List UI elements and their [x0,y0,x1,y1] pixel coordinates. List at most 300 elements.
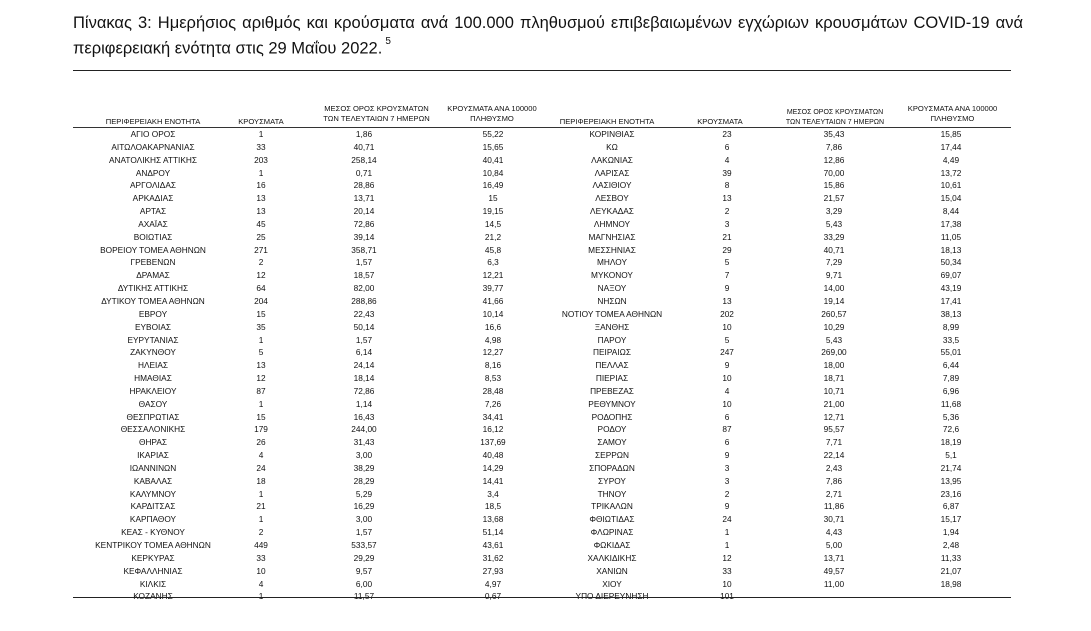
right-per100k-value: 5,1 [945,450,957,461]
left-region-name: ΚΕΝΤΡΙΚΟΥ ΤΟΜΕΑ ΑΘΗΝΩΝ [95,540,211,550]
right-cases-value: 1 [724,527,730,538]
left-region-name: ΚΑΒΑΛΑΣ [133,475,173,486]
right-per100k-value: 2,48 [942,540,960,550]
left-region-name: ΑΡΚΑΔΙΑΣ [132,193,174,204]
table-row [73,128,1011,141]
left-region-name: ΒΟΙΩΤΙΑΣ [133,231,173,242]
left-cases-value: 21 [256,501,266,512]
right-avg7-value: 12,71 [823,411,845,422]
right-avg7-value: 95,57 [823,424,845,435]
left-per100k-value: 4,97 [484,578,502,589]
left-region-name: ΘΑΣΟΥ [138,398,168,409]
header-region-right: ΠΕΡΙΦΕΡΕΙΑΚΗ ΕΝΟΤΗΤΑ [559,117,655,126]
left-region-name: ΚΑΡΠΑΘΟΥ [129,514,177,525]
table-row [73,462,1011,475]
right-cases-value: 7 [724,270,730,281]
left-per100k-value: 10,84 [482,167,504,178]
right-avg7-value: 22,14 [823,450,845,461]
right-region-name: ΝΗΣΩΝ [597,295,627,306]
left-avg7-value: 28,29 [353,475,375,486]
right-cases-value: 13 [722,193,732,204]
right-cases-value: 3 [724,218,730,229]
left-cases-value: 12 [256,270,266,281]
table-row [73,205,1011,218]
right-cases-value: 10 [722,321,732,332]
right-cases-value: 9 [724,283,730,294]
table-row [73,334,1011,347]
header-avg-right-line2: ΤΩΝ ΤΕΛΕΥΤΑΙΩΝ 7 ΗΜΕΡΩΝ [785,118,885,126]
right-cases-value: 10 [722,373,732,384]
table-row [73,565,1011,578]
right-avg7-value: 15,86 [823,180,845,191]
right-avg7-value: 21,00 [823,398,845,409]
left-region-name: ΑΝΑΤΟΛΙΚΗΣ ΑΤΤΙΚΗΣ [108,154,198,165]
right-cases-value: 2 [724,488,730,499]
left-cases-value: 1 [258,129,264,139]
left-per100k-value: 10,14 [482,308,504,319]
table-bottom-rule [73,597,1011,598]
right-region-name: ΛΑΚΩΝΙΑΣ [591,154,633,165]
caption-rule [73,70,1011,71]
right-region-name: ΛΗΜΝΟΥ [593,218,631,229]
right-per100k-value: 7,89 [942,373,960,384]
left-avg7-value: 16,29 [353,501,375,512]
left-cases-value: 1 [258,334,264,345]
left-cases-value: 1 [258,398,264,409]
right-avg7-value: 33,29 [823,231,845,242]
header-avg-left-line1: ΜΕΣΟΣ ΟΡΟΣ ΚΡΟΥΣΜΑΤΩΝ [324,104,429,113]
right-region-name: ΛΑΣΙΘΙΟΥ [592,180,632,191]
right-cases-value: 12 [722,552,732,563]
right-cases-value: 1 [724,540,730,550]
table-row [73,449,1011,462]
left-avg7-value: 72,86 [353,218,375,229]
left-per100k-value: 27,93 [482,565,504,576]
header-region-left: ΠΕΡΙΦΕΡΕΙΑΚΗ ΕΝΟΤΗΤΑ [105,117,201,126]
left-cases-value: 449 [254,540,268,550]
right-avg7-value: 260,57 [821,308,847,319]
left-region-name: ΚΑΡΔΙΤΣΑΣ [130,501,176,512]
left-region-name: ΗΛΕΙΑΣ [137,360,169,371]
left-region-name: ΚΕΑΣ - ΚΥΘΝΟΥ [121,527,185,538]
left-avg7-value: 258,14 [351,154,377,165]
right-cases-value: 33 [722,565,732,576]
left-per100k-value: 14,29 [482,462,504,473]
right-per100k-value: 11,33 [940,552,962,563]
right-avg7-value: 2,43 [825,462,843,473]
right-region-name: ΠΑΡΟΥ [597,334,627,345]
left-cases-value: 33 [256,141,266,152]
left-region-name: ΕΥΡΥΤΑΝΙΑΣ [127,334,179,345]
right-region-name: ΧΑΝΙΩΝ [596,565,628,576]
left-avg7-value: 40,71 [353,141,375,152]
right-per100k-value: 1,94 [942,527,960,538]
right-avg7-value: 3,29 [825,206,843,217]
left-avg7-value: 3,00 [355,450,373,461]
right-per100k-value: 33,5 [942,334,960,345]
right-region-name: ΜΕΣΣΗΝΙΑΣ [588,244,636,255]
right-per100k-value: 17,41 [940,295,962,306]
left-avg7-value: 16,43 [353,411,375,422]
left-cases-value: 2 [258,257,264,268]
right-avg7-value: 30,71 [823,514,845,525]
right-cases-value: 4 [724,385,730,396]
left-per100k-value: 16,6 [484,321,502,332]
table-row [73,488,1011,501]
left-per100k-value: 12,27 [482,347,504,358]
left-avg7-value: 24,14 [353,360,375,371]
left-per100k-value: 19,15 [482,206,504,217]
right-region-name: ΣΕΡΡΩΝ [595,450,629,461]
left-per100k-value: 15,65 [482,141,504,152]
header-avg-right-line1: ΜΕΣΟΣ ΟΡΟΣ ΚΡΟΥΣΜΑΤΩΝ [786,109,884,116]
right-avg7-value: 2,71 [825,488,843,499]
left-cases-value: 45 [256,218,266,229]
left-avg7-value: 1,57 [355,334,373,345]
left-per100k-value: 15 [488,193,498,204]
table-row [73,346,1011,359]
left-avg7-value: 6,14 [355,347,373,358]
right-avg7-value: 7,29 [825,257,843,268]
table-row [73,321,1011,334]
right-per100k-value: 15,04 [940,193,962,204]
left-region-name: ΑΡΤΑΣ [139,206,167,217]
right-cases-value: 9 [724,360,730,371]
left-cases-value: 2 [258,527,264,538]
header-per100k-right-line2: ΠΛΗΘΥΣΜΟ [930,113,975,123]
left-per100k-value: 51,14 [482,527,504,538]
right-region-name: ΜΗΛΟΥ [597,257,627,268]
right-cases-value: 202 [720,308,734,319]
left-avg7-value: 50,14 [353,321,375,332]
left-region-name: ΚΕΦΑΛΛΗΝΙΑΣ [123,565,183,576]
right-avg7-value: 35,43 [823,129,845,139]
table-row [73,385,1011,398]
header-per100k-left-line2: ΠΛΗΘΥΣΜΟ [470,113,514,123]
left-cases-value: 64 [256,283,266,294]
right-region-name: ΚΩ [606,141,618,152]
left-per100k-value: 34,41 [482,411,504,422]
left-avg7-value: 533,57 [351,540,377,550]
right-per100k-value: 38,13 [940,308,962,319]
right-avg7-value: 19,14 [823,295,845,306]
right-per100k-value: 11,05 [940,231,962,242]
table-row [73,411,1011,424]
right-region-name: ΤΗΝΟΥ [597,488,627,499]
right-cases-value: 13 [722,295,732,306]
right-per100k-value: 43,19 [940,283,962,294]
right-cases-value: 10 [722,578,732,589]
right-per100k-value: 11,68 [940,398,962,409]
right-per100k-value: 21,07 [940,565,962,576]
left-per100k-value: 39,77 [482,283,504,294]
left-per100k-value: 137,69 [480,437,506,448]
right-cases-value: 29 [722,244,732,255]
right-avg7-value: 10,71 [823,385,845,396]
left-per100k-value: 16,12 [482,424,504,435]
left-per100k-value: 40,48 [482,450,504,461]
left-region-name: ΙΩΑΝΝΙΝΩΝ [129,462,177,473]
left-region-name: ΖΑΚΥΝΘΟΥ [130,347,176,358]
left-per100k-value: 7,26 [484,398,502,409]
left-avg7-value: 1,57 [355,257,373,268]
right-region-name: ΠΡΕΒΕΖΑΣ [590,385,634,396]
left-region-name: ΚΙΛΚΙΣ [139,578,167,589]
header-cases-right: ΚΡΟΥΣΜΑΤΑ [697,117,743,126]
right-avg7-value: 5,00 [825,540,843,550]
table-row [73,475,1011,488]
right-per100k-value: 6,87 [942,501,960,512]
left-cases-value: 26 [256,437,266,448]
left-region-name: ΓΡΕΒΕΝΩΝ [130,257,176,268]
right-per100k-value: 13,95 [940,475,962,486]
left-avg7-value: 1,14 [355,398,373,409]
left-avg7-value: 5,29 [355,488,373,499]
left-avg7-value: 29,29 [353,552,375,563]
right-region-name: ΡΟΔΟΥ [597,424,627,435]
left-region-name: ΑΧΑΪΑΣ [138,218,168,229]
left-cases-value: 204 [254,295,268,306]
table-row [73,308,1011,321]
left-region-name: ΑΓΙΟ ΟΡΟΣ [130,129,176,139]
left-per100k-value: 12,21 [482,270,504,281]
left-avg7-value: 1,86 [355,129,373,139]
left-region-name: ΙΚΑΡΙΑΣ [137,450,169,461]
right-cases-value: 5 [724,257,730,268]
right-per100k-value: 72,6 [942,424,960,435]
left-avg7-value: 20,14 [353,206,375,217]
right-avg7-value: 12,86 [823,154,845,165]
table-row [73,231,1011,244]
left-avg7-value: 6,00 [355,578,373,589]
right-avg7-value: 4,43 [825,527,843,538]
left-region-name: ΔΥΤΙΚΟΥ ΤΟΜΕΑ ΑΘΗΝΩΝ [101,295,205,306]
right-cases-value: 3 [724,475,730,486]
left-avg7-value: 72,86 [353,385,375,396]
right-avg7-value: 18,71 [823,373,845,384]
right-avg7-value: 49,57 [823,565,845,576]
right-per100k-value: 69,07 [940,270,962,281]
right-cases-value: 23 [722,129,732,139]
left-region-name: ΘΕΣΣΑΛΟΝΙΚΗΣ [120,424,186,435]
right-region-name: ΝΑΞΟΥ [597,283,627,294]
table-row [73,423,1011,436]
right-avg7-value: 70,00 [823,167,845,178]
right-per100k-value: 8,99 [942,321,960,332]
right-cases-value: 4 [724,154,730,165]
table-row [73,372,1011,385]
left-cases-value: 1 [258,591,264,602]
left-region-name: ΕΒΡΟΥ [138,308,168,319]
left-per100k-value: 0,67 [484,591,502,602]
table-row [73,167,1011,180]
left-per100k-value: 4,98 [484,334,502,345]
left-cases-value: 87 [256,385,266,396]
left-per100k-value: 43,61 [482,540,504,550]
right-cases-value: 247 [720,347,734,358]
right-avg7-value: 5,43 [825,334,843,345]
right-region-name: ΛΕΣΒΟΥ [595,193,629,204]
left-cases-value: 10 [256,565,266,576]
left-per100k-value: 16,49 [482,180,504,191]
table-row [73,552,1011,565]
right-per100k-value: 15,17 [940,514,962,525]
footnote-marker: 5 [385,36,391,47]
left-per100k-value: 28,48 [482,385,504,396]
right-per100k-value: 18,13 [940,244,962,255]
header-cases-left: ΚΡΟΥΣΜΑΤΑ [238,117,284,126]
left-avg7-value: 22,43 [353,308,375,319]
right-cases-value: 24 [722,514,732,525]
header-per100k-right-line1: ΚΡΟΥΣΜΑΤΑ ΑΝΑ 100000 [907,104,998,113]
right-per100k-value: 55,01 [940,347,962,358]
left-avg7-value: 31,43 [353,437,375,448]
right-cases-value: 6 [724,411,730,422]
left-per100k-value: 18,5 [484,501,502,512]
left-cases-value: 271 [254,244,268,255]
caption-text: Πίνακας 3: Ημερήσιος αριθμός και κρούσματα ανά 100.000 πληθυσμού επιβεβαιωμένων εγχώριων κρουσμάτων COVID-19 ανά περιφερειακή ενότητα στις 29 Μαΐου 2022. [73,14,1023,58]
right-region-name: ΜΥΚΟΝΟΥ [591,270,633,281]
left-cases-value: 203 [254,154,268,165]
left-region-name: ΑΙΤΩΛΟΑΚΑΡΝΑΝΙΑΣ [111,141,195,152]
right-per100k-value: 13,72 [940,167,962,178]
left-cases-value: 179 [254,424,268,435]
table-row [73,359,1011,372]
right-avg7-value: 40,71 [823,244,845,255]
right-cases-value: 6 [724,141,730,152]
right-per100k-value: 17,38 [940,218,962,229]
left-cases-value: 1 [258,514,264,525]
right-region-name: ΡΟΔΟΠΗΣ [591,411,633,422]
left-cases-value: 12 [256,373,266,384]
left-avg7-value: 244,00 [351,424,377,435]
left-region-name: ΑΝΔΡΟΥ [135,167,171,178]
header-avg-left [314,104,439,123]
left-per100k-value: 45,8 [484,244,502,255]
left-cases-value: 13 [256,206,266,217]
left-avg7-value: 38,29 [353,462,375,473]
left-per100k-value: 14,5 [484,218,502,229]
left-per100k-value: 8,16 [484,360,502,371]
right-per100k-value: 18,98 [940,578,962,589]
left-region-name: ΕΥΒΟΙΑΣ [134,321,172,332]
left-cases-value: 13 [256,193,266,204]
right-per100k-value: 21,74 [940,462,962,473]
right-avg7-value: 14,00 [823,283,845,294]
left-per100k-value: 31,62 [482,552,504,563]
left-region-name: ΘΕΣΠΡΩΤΙΑΣ [126,411,180,422]
header-per100k-right [895,104,1010,123]
right-region-name: ΧΙΟΥ [602,578,622,589]
table-row [73,539,1011,552]
right-cases-value: 3 [724,462,730,473]
left-avg7-value: 3,00 [355,514,373,525]
left-cases-value: 25 [256,231,266,242]
right-region-name: ΤΡΙΚΑΛΩΝ [591,501,633,512]
table-row [73,500,1011,513]
left-per100k-value: 13,68 [482,514,504,525]
right-region-name: ΜΑΓΝΗΣΙΑΣ [588,231,636,242]
right-cases-value: 101 [720,591,734,602]
right-avg7-value: 11,86 [823,501,845,512]
right-region-name: ΥΠΟ ΔΙΕΡΕΥΝΗΣΗ [575,591,649,602]
header-per100k-left [437,104,547,123]
left-avg7-value: 11,57 [353,591,375,602]
right-region-name: ΣΑΜΟΥ [597,437,627,448]
right-region-name: ΠΙΕΡΙΑΣ [595,373,629,384]
left-region-name: ΚΕΡΚΥΡΑΣ [131,552,175,563]
left-cases-value: 5 [258,347,264,358]
left-avg7-value: 1,57 [355,527,373,538]
table-row [73,154,1011,167]
table-row [73,436,1011,449]
left-per100k-value: 41,66 [482,295,504,306]
header-avg-right [770,108,900,127]
right-cases-value: 5 [724,334,730,345]
left-region-name: ΑΡΓΟΛΙΔΑΣ [130,180,176,191]
left-region-name: ΔΥΤΙΚΗΣ ΑΤΤΙΚΗΣ [117,283,189,294]
cases-table [73,128,1011,603]
right-avg7-value: 13,71 [823,552,845,563]
left-region-name: ΚΟΖΑΝΗΣ [133,591,173,602]
table-row [73,244,1011,257]
left-per100k-value: 40,41 [482,154,504,165]
table-row [73,141,1011,154]
right-per100k-value: 10,61 [940,180,962,191]
left-per100k-value: 3,4 [487,488,499,499]
table-row [73,578,1011,591]
table-row [73,526,1011,539]
left-cases-value: 33 [256,552,266,563]
left-cases-value: 4 [258,450,264,461]
left-avg7-value: 39,14 [353,231,375,242]
left-cases-value: 16 [256,180,266,191]
left-avg7-value: 28,86 [353,180,375,191]
right-cases-value: 87 [722,424,732,435]
right-avg7-value: 21,57 [823,193,845,204]
left-avg7-value: 0,71 [355,167,373,178]
table-row [73,295,1011,308]
right-avg7-value: 9,71 [825,270,843,281]
right-region-name: ΞΑΝΘΗΣ [594,321,630,332]
right-per100k-value: 18,19 [940,437,962,448]
left-cases-value: 4 [258,578,264,589]
left-avg7-value: 18,57 [353,270,375,281]
left-cases-value: 18 [256,475,266,486]
left-region-name: ΔΡΑΜΑΣ [136,270,170,281]
table-row [73,192,1011,205]
right-avg7-value: 7,71 [825,437,843,448]
left-cases-value: 24 [256,462,266,473]
right-region-name: ΛΑΡΙΣΑΣ [594,167,630,178]
left-avg7-value: 82,00 [353,283,375,294]
right-per100k-value: 50,34 [940,257,962,268]
left-cases-value: 1 [258,167,264,178]
right-avg7-value: 5,43 [825,218,843,229]
right-region-name: ΧΑΛΚΙΔΙΚΗΣ [587,552,637,563]
header-avg-left-line2: ΤΩΝ ΤΕΛΕΥΤΑΙΩΝ 7 ΗΜΕΡΩΝ [323,113,430,123]
header-per100k-left-line1: ΚΡΟΥΣΜΑΤΑ ΑΝΑ 100000 [447,104,537,113]
left-region-name: ΚΑΛΥΜΝΟΥ [129,488,177,499]
right-avg7-value: 269,00 [821,347,847,358]
left-region-name: ΒΟΡΕΙΟΥ ΤΟΜΕΑ ΑΘΗΝΩΝ [100,244,206,255]
left-per100k-value: 8,53 [484,373,502,384]
right-per100k-value: 6,96 [942,385,960,396]
table-row [73,282,1011,295]
left-avg7-value: 9,57 [355,565,373,576]
right-region-name: ΣΠΟΡΑΔΩΝ [589,462,635,473]
right-avg7-value: 7,86 [825,475,843,486]
